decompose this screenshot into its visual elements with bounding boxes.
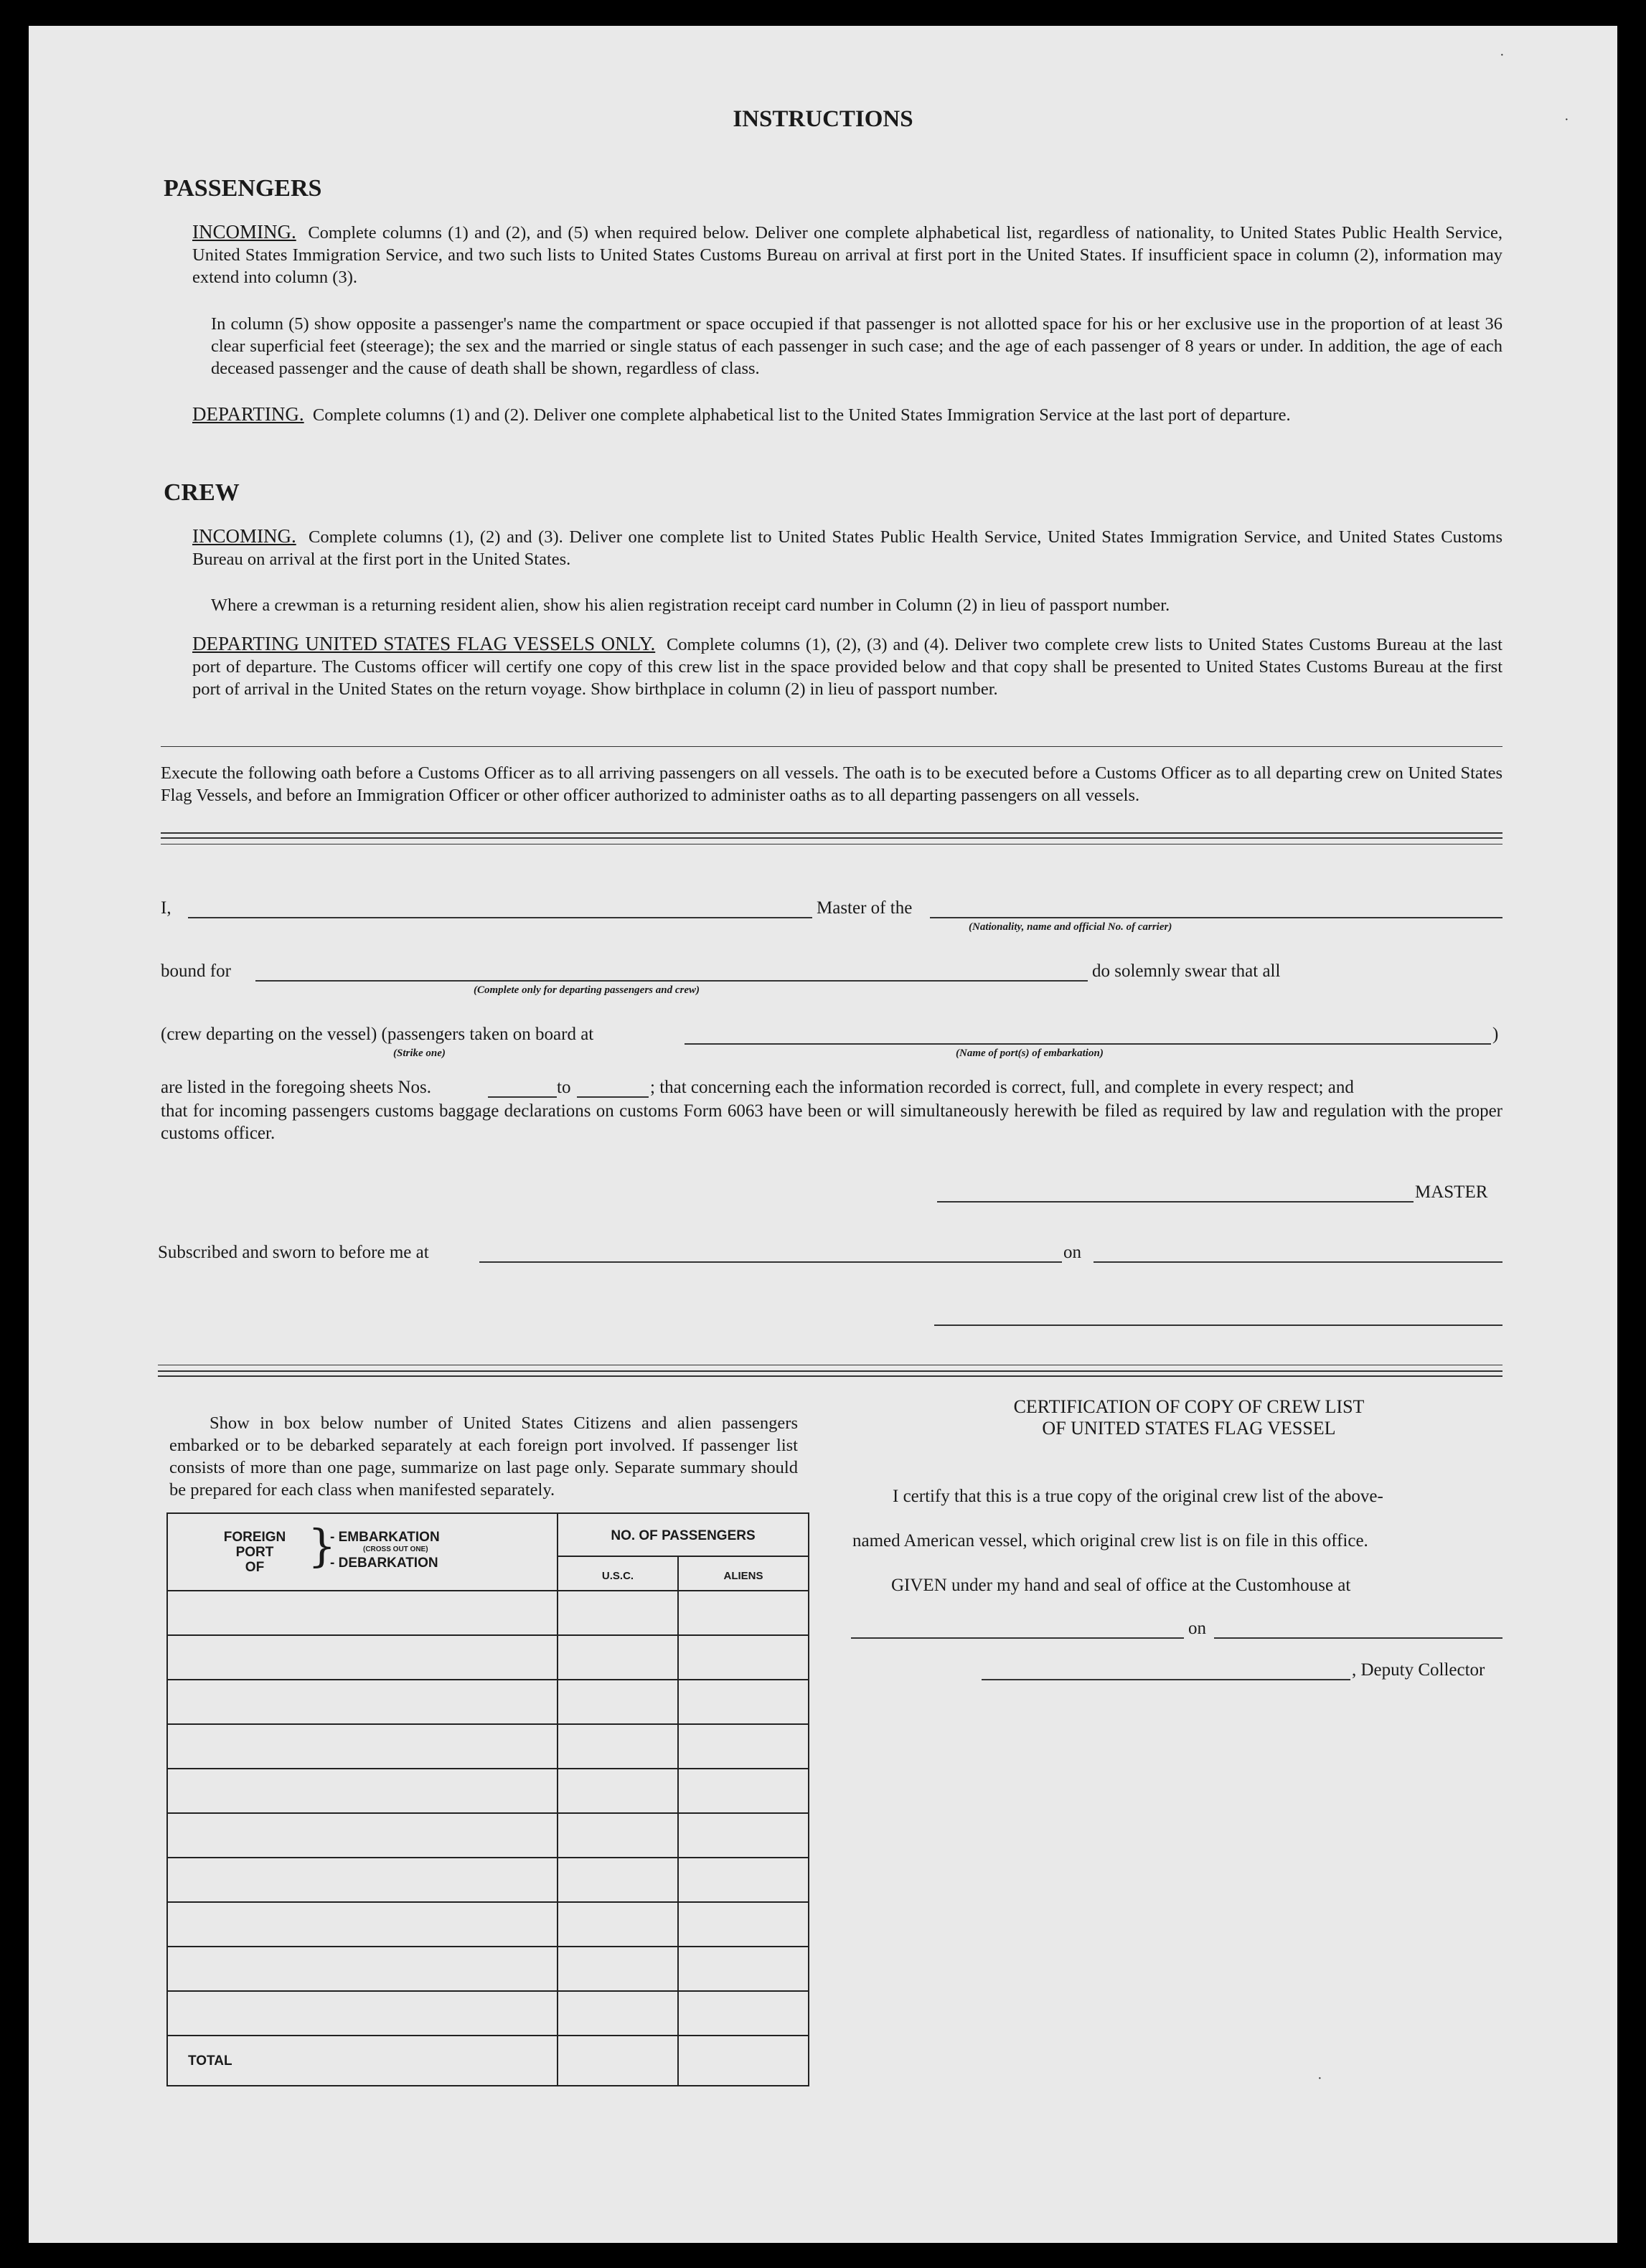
embarkation-port-field[interactable]: [685, 1043, 1491, 1045]
certify-line2: named American vessel, which original crew list is on file in this office.: [852, 1531, 1368, 1551]
master-signature-field[interactable]: [937, 1201, 1414, 1203]
total-label: TOTAL: [188, 2053, 232, 2069]
cross-out-note: (CROSS OUT ONE): [363, 1545, 428, 1553]
crew-departing-label: DEPARTING UNITED STATES FLAG VESSELS ONLY.: [192, 633, 656, 654]
subscribed-place-field[interactable]: [479, 1261, 1062, 1263]
certify-line1: I certify that this is a true copy of the original crew list of the above-: [893, 1487, 1383, 1506]
listed-text-c: that for incoming passengers customs baggage declarations on customs Form 6063 have been or will simultaneously herewith be filed as required by law and regulation with the proper customs officer.: [161, 1101, 1502, 1143]
carrier-field[interactable]: [930, 917, 1502, 918]
deputy-signature-field[interactable]: [982, 1679, 1350, 1680]
master-of-label: Master of the: [817, 898, 913, 918]
scan-speck: ·: [1564, 112, 1569, 128]
sheet-to-field[interactable]: [577, 1096, 649, 1098]
certification-title-line1: CERTIFICATION OF COPY OF CREW LIST: [1013, 1396, 1365, 1417]
divider: [161, 746, 1502, 747]
port-label: PORT: [235, 1545, 274, 1560]
double-rule: [158, 1370, 1502, 1377]
passengers-departing-text: Complete columns (1) and (2). Deliver one complete alphabetical list to the United States Immigration Service at the last port of departure.: [312, 405, 1291, 425]
summary-instructions: Show in box below number of United States Citizens and alien passengers embarked or to be debarked separately at each foreign port involved. If passenger list consists of more than one page, summarize on last page only. Separate summary should be prepared for each class when manifested separately.: [169, 1413, 798, 1500]
nationality-note: (Nationality, name and official No. of carrier): [969, 921, 1172, 933]
crew-incoming-label: INCOMING.: [192, 525, 296, 547]
certification-title: [875, 1396, 1502, 1439]
certification-on-label: on: [1188, 1619, 1206, 1638]
bound-for-field[interactable]: [255, 980, 1088, 982]
crew-departing-paragraph: [192, 633, 1502, 700]
subscribed-on-label: on: [1063, 1243, 1081, 1262]
table-row: [168, 1634, 808, 1636]
certification-title-line2: OF UNITED STATES FLAG VESSEL: [1042, 1418, 1336, 1439]
crew-passengers-text: (crew departing on the vessel) (passengers taken on board at: [161, 1025, 594, 1044]
table-row: [168, 1590, 808, 1591]
oath-intro: Execute the following oath before a Customs Officer as to all arriving passengers on all vessels. The oath is to be executed before a Customs Officer as to all departing crew on United States Flag Vessels, and before an Immigration Officer or other officer authorized to administer oaths as to all departing passengers on all vessels.: [161, 763, 1502, 805]
crew-heading: CREW: [164, 479, 240, 506]
port-note: (Name of port(s) of embarkation): [956, 1048, 1104, 1059]
customhouse-field[interactable]: [851, 1637, 1184, 1639]
foreign-port-of-label: [201, 1530, 309, 1575]
scan-speck: ·: [1317, 2071, 1322, 2086]
embarkation-label: - EMBARKATION: [330, 1530, 440, 1545]
table-row: [168, 1990, 808, 1992]
officer-signature-field[interactable]: [934, 1324, 1502, 1326]
subscribed-text: Subscribed and sworn to before me at: [158, 1243, 429, 1262]
table-row: [168, 1768, 808, 1769]
header-divider: [558, 1556, 808, 1557]
table-row: [168, 1723, 808, 1725]
aliens-label: ALIENS: [723, 1570, 763, 1582]
master-label: MASTER: [1415, 1182, 1488, 1202]
passengers-departing-paragraph: [192, 403, 1502, 426]
listed-text-b: ; that concerning each the information recorded is correct, full, and complete in every respect; and: [650, 1078, 1354, 1097]
foreign-label: FOREIGN: [223, 1530, 286, 1545]
crew-incoming-text: Complete columns (1), (2) and (3). Deliver one complete list to United States Public Health Service, United States Immigration Service, and United States Customs Bureau on arrival at the first port in the United States.: [192, 527, 1503, 569]
debarkation-label: - DEBARKATION: [330, 1556, 438, 1571]
table-row: [168, 2035, 808, 2036]
table-row: [168, 1901, 808, 1903]
table-row: [168, 1812, 808, 1814]
passenger-summary-table: [166, 1512, 809, 2086]
column-divider: [557, 1514, 558, 2085]
master-name-field[interactable]: [188, 917, 812, 918]
passengers-incoming-label: INCOMING.: [192, 221, 296, 243]
form-page: [29, 26, 1617, 2243]
crew-resident-paragraph: Where a crewman is a returning resident alien, show his alien registration receipt card number in Column (2) in lieu of passport number.: [211, 596, 1170, 615]
double-rule: [161, 832, 1502, 839]
usc-label: U.S.C.: [601, 1570, 634, 1582]
page-title: INSTRUCTIONS: [733, 106, 913, 132]
table-row: [168, 1946, 808, 1947]
listed-text-a: are listed in the foregoing sheets Nos.: [161, 1078, 431, 1097]
passengers-incoming-paragraph: [192, 221, 1502, 288]
passengers-incoming-text: Complete columns (1) and (2), and (5) when required below. Deliver one complete alphabetical list, regardless of nationality, to United States Public Health Service, United States Immigration Service, and two such lists to United States Customs Bureau on arrival at first port in the United States. If insufficient space in column (2), information may extend into column (3).: [192, 223, 1502, 287]
passengers-column5-paragraph: In column (5) show opposite a passenger's name the compartment or space occupied if that passenger is not allotted space for his or her exclusive use in the proportion of at least 36 clear superficial feet (steerage); the sex and the married or single status of each passenger in such case; and the age of each passenger of 8 years or under. In addition, the age of each deceased passenger and the cause of death shall be shown, regardless of class.: [211, 314, 1502, 378]
crew-incoming-paragraph: [192, 525, 1502, 570]
crew-departing-text: Complete columns (1), (2), (3) and (4). Deliver two complete crew lists to United States Customs Bureau at the last port of departure. The Customs officer will certify one copy of this crew list in the space provided below and that copy shall be presented to United States Customs Bureau at the first port of arrival in the United States on the return voyage. Show birthplace in column (2) in lieu of passport number.: [192, 635, 1502, 699]
certification-date-field[interactable]: [1214, 1637, 1502, 1639]
scan-speck: ·: [1500, 47, 1505, 63]
complete-note: (Complete only for departing passengers and crew): [474, 984, 700, 996]
of-label: OF: [245, 1560, 265, 1575]
passengers-heading: PASSENGERS: [164, 175, 322, 202]
no-of-passengers-label: NO. OF PASSENGERS: [611, 1528, 756, 1543]
swear-text: do solemnly swear that all: [1092, 961, 1281, 981]
subscribed-date-field[interactable]: [1094, 1261, 1502, 1263]
listed-to: to: [557, 1078, 571, 1097]
bound-for-label: bound for: [161, 961, 231, 981]
brace-icon: }: [308, 1520, 337, 1572]
given-text: GIVEN under my hand and seal of office at the Customhouse at: [891, 1576, 1351, 1595]
close-paren: ): [1492, 1025, 1499, 1044]
table-row: [168, 1679, 808, 1680]
deputy-collector-label: , Deputy Collector: [1352, 1660, 1485, 1680]
oath-i: I,: [161, 898, 171, 918]
passengers-departing-label: DEPARTING.: [192, 403, 304, 425]
strike-one-note: (Strike one): [393, 1048, 446, 1059]
table-row: [168, 1857, 808, 1858]
sheet-from-field[interactable]: [488, 1096, 557, 1098]
